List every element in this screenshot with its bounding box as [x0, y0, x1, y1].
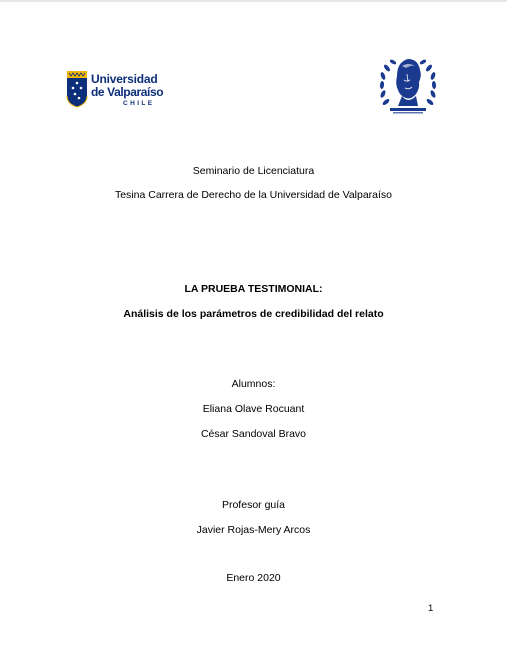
university-shield-icon: [66, 70, 88, 108]
university-country: CHILE: [123, 100, 155, 107]
document-subtitle: Análisis de los parámetros de credibilidad del relato: [123, 308, 384, 320]
document-date: Enero 2020: [226, 572, 281, 584]
university-name-line1: Universidad: [91, 72, 158, 86]
page-number: 1: [428, 603, 434, 614]
advisor-name: Javier Rojas-Mery Arcos: [196, 524, 311, 536]
student-name: Eliana Olave Rocuant: [202, 403, 305, 415]
document-title: LA PRUEBA TESTIMONIAL:: [184, 283, 323, 295]
page-top-edge: [0, 0, 507, 2]
laurel-head-seal-icon: [378, 52, 438, 116]
students-label: Alumnos:: [231, 378, 276, 390]
university-logo: [66, 70, 166, 112]
advisor-label: Profesor guía: [221, 499, 286, 511]
seminar-line: Seminario de Licenciatura: [192, 165, 315, 177]
university-name-line2: de Valparaíso: [91, 85, 164, 99]
thesis-line: Tesina Carrera de Derecho de la Universidad de Valparaíso: [114, 189, 393, 201]
student-name: César Sandoval Bravo: [200, 428, 307, 440]
